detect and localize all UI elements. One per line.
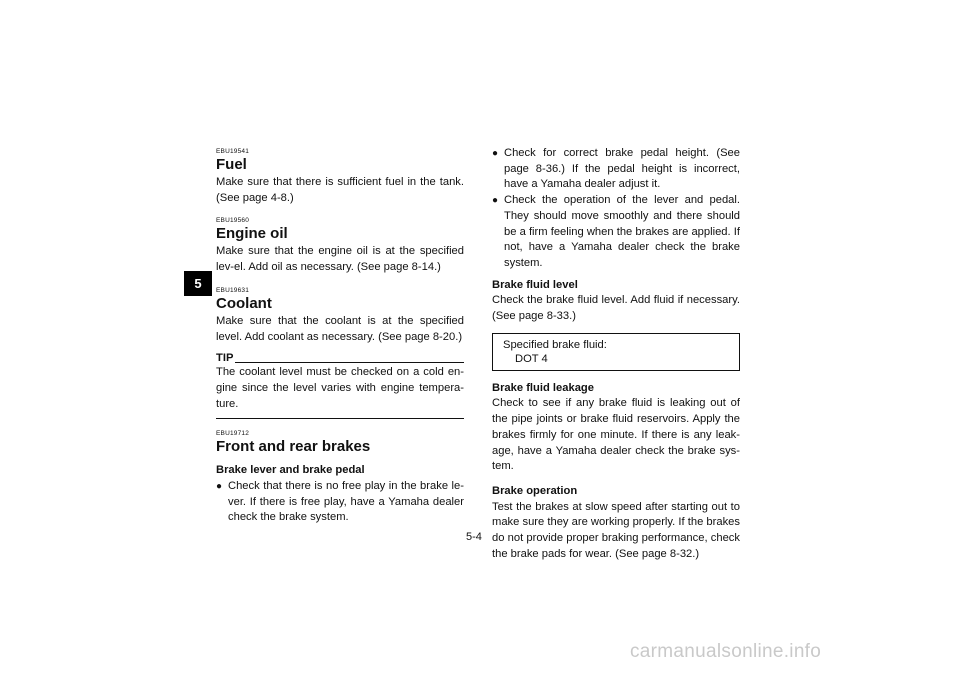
right-column <box>492 146 740 562</box>
chapter-tab: 5 <box>184 271 212 296</box>
subheading-fluid-leakage: Brake fluid leakage <box>492 381 594 394</box>
left-column <box>216 146 464 526</box>
paragraph-brake-operation: Test the brakes at slow speed after starting out to make sure they are working properly. If the brakes do not provide proper braking performance, check the brake pads for wear. (See page 8-32.) <box>492 500 740 560</box>
subheading-brake-operation: Brake operation <box>492 484 578 497</box>
list-item-text: Check for correct brake pedal height. (See page 8-36.) If the pedal height is incorrect, have a Yamaha dealer adjust it. <box>504 147 740 191</box>
bullet-icon: ● <box>492 148 499 159</box>
section-code-engine-oil: EBU19560 <box>216 217 250 225</box>
tip-label: TIP <box>216 352 234 365</box>
heading-fuel: Fuel <box>216 156 247 173</box>
paragraph-engine-oil: Make sure that the engine oil is at the specified lev-el. Add oil as necessary. (See page 8-14.) <box>216 245 464 274</box>
spec-label: Specified brake fluid: <box>503 338 607 351</box>
tip-body: The coolant level must be checked on a cold en-gine since the level varies with engine tempera-ture. <box>216 366 464 410</box>
heading-engine-oil: Engine oil <box>216 225 288 243</box>
list-item <box>216 479 464 526</box>
watermark: carmanualsonline.info <box>630 641 822 662</box>
subheading-brake-lever: Brake lever and brake pedal <box>216 464 365 477</box>
bullet-icon: ● <box>492 195 499 207</box>
subheading-fluid-level: Brake fluid level <box>492 278 578 291</box>
paragraph-fuel: Make sure that there is sufficient fuel in the tank. (See page 4-8.) <box>216 176 464 204</box>
tip-rule <box>235 362 464 363</box>
tip-header <box>216 351 464 365</box>
page-number: 5-4 <box>466 531 482 543</box>
section-code-coolant: EBU19631 <box>216 286 250 294</box>
heading-coolant: Coolant <box>216 294 272 312</box>
list-item <box>492 193 740 272</box>
paragraph-coolant: Make sure that the coolant is at the specified level. Add coolant as necessary. (See page 8-20.) <box>216 314 464 343</box>
section-code-brakes: EBU19712 <box>216 430 250 438</box>
spec-box <box>492 333 740 371</box>
list-item <box>492 146 740 193</box>
section-code-fuel: EBU19541 <box>216 148 250 155</box>
bullet-icon: ● <box>216 481 223 493</box>
paragraph-fluid-leakage: Check to see if any brake fluid is leaking out of the pipe joints or brake fluid reservoirs. Apply the brakes firmly for one minute. If there is any leak-age, have a Yamaha dealer check the brake sys-tem. <box>492 397 740 473</box>
spec-value: DOT 4 <box>515 352 548 365</box>
paragraph-fluid-level: Check the brake fluid level. Add fluid if necessary. (See page 8-33.) <box>492 294 740 323</box>
list-item-text: Check the operation of the lever and pedal. They should move smoothly and there should be a firm feeling when the brakes are applied. If not, have a Yamaha dealer check the brake system. <box>504 194 740 269</box>
list-item-text: Check that there is no free play in the brake le-ver. If there is free play, have a Yamaha dealer check the brake system. <box>228 480 464 524</box>
heading-brakes: Front and rear brakes <box>216 438 371 456</box>
